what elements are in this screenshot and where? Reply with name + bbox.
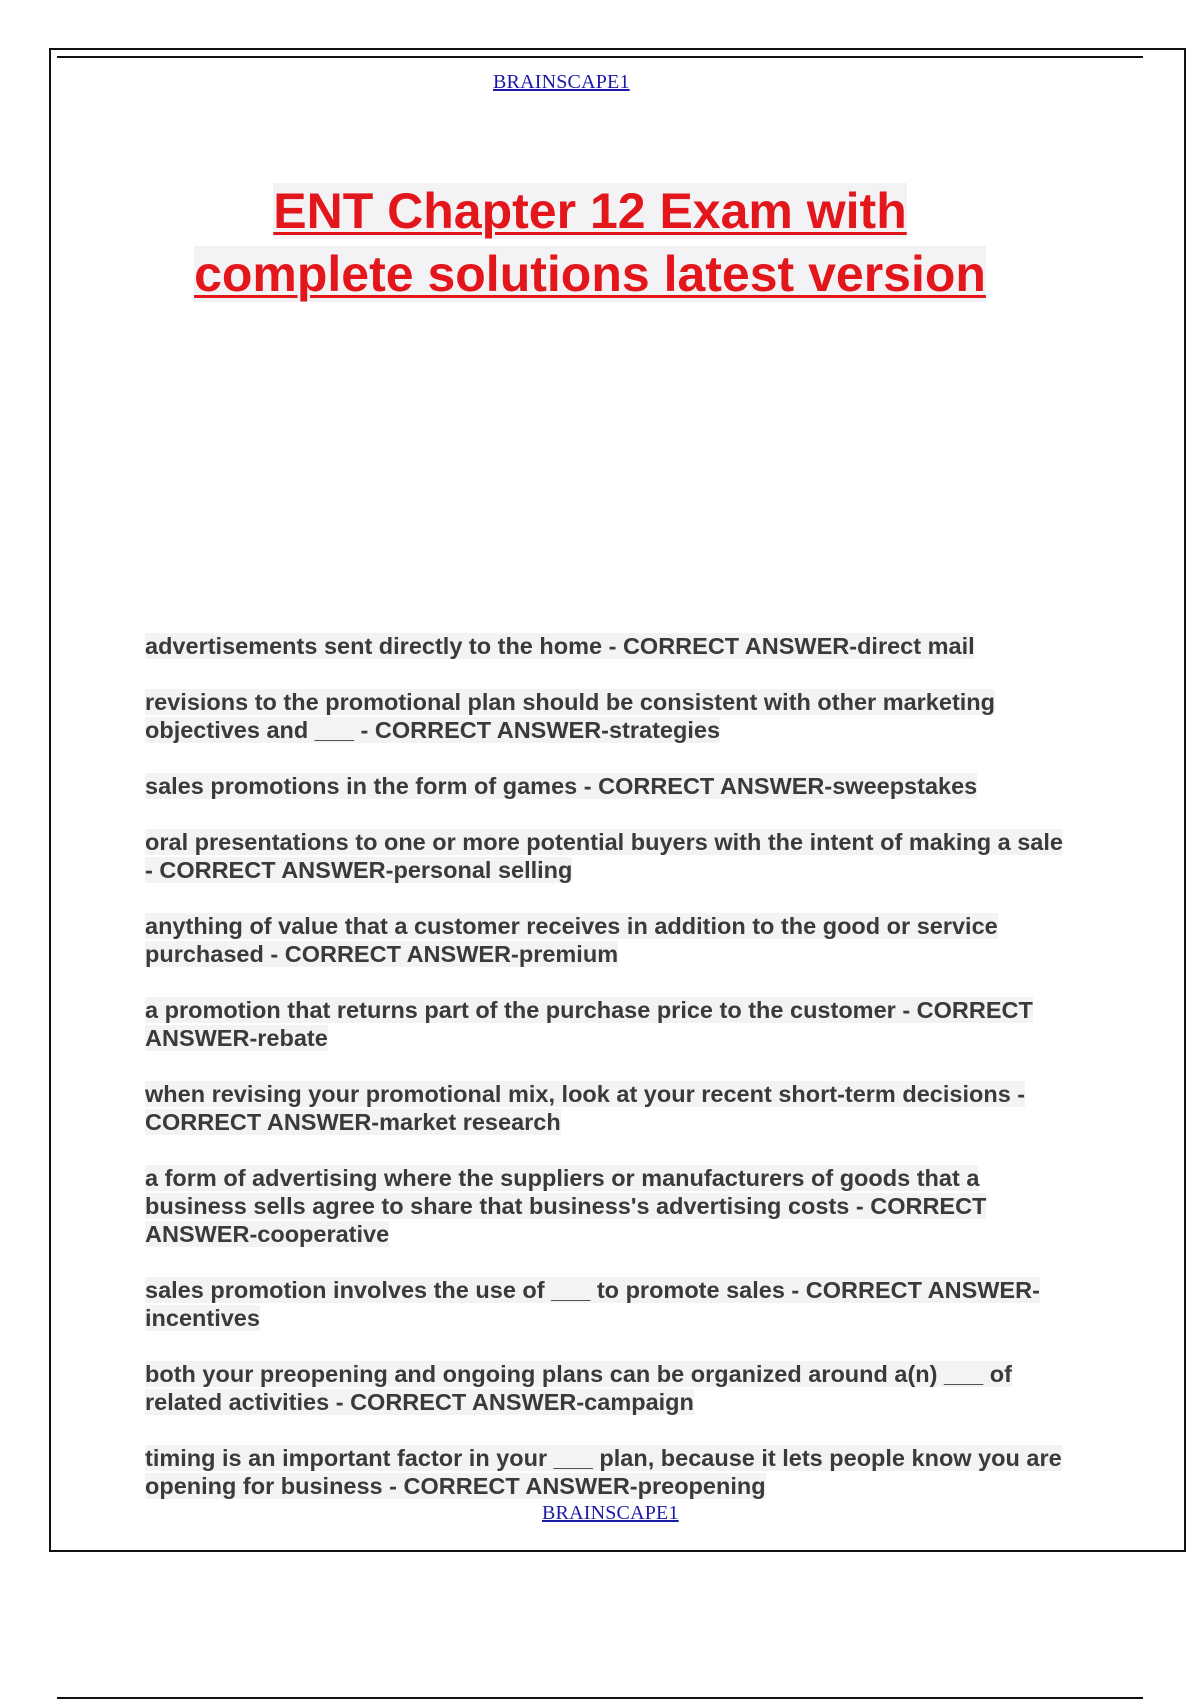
qa-item: timing is an important factor in your ___ plan, because it lets people know you are opening for business - CORRECT ANSWER-preopening	[145, 1445, 1062, 1499]
qa-item: sales promotions in the form of games - CORRECT ANSWER-sweepstakes	[145, 773, 978, 799]
qa-item: sales promotion involves the use of ___ to promote sales - CORRECT ANSWER-incentives	[145, 1277, 1040, 1331]
qa-item: when revising your promotional mix, look at your recent short-term decisions - CORRECT ANSWER-market research	[145, 1081, 1026, 1135]
qa-item: revisions to the promotional plan should be consistent with other marketing objectives and ___ - CORRECT ANSWER-strategies	[145, 689, 996, 743]
qa-item: a promotion that returns part of the purchase price to the customer - CORRECT ANSWER-rebate	[145, 997, 1033, 1051]
qa-item: both your preopening and ongoing plans can be organized around a(n) ___ of related activities - CORRECT ANSWER-campaign	[145, 1361, 1012, 1415]
qa-item: oral presentations to one or more potential buyers with the intent of making a sale - CORRECT ANSWER-personal selling	[145, 829, 1063, 883]
qa-item: anything of value that a customer receives in addition to the good or service purchased - CORRECT ANSWER-premium	[145, 913, 998, 967]
bottom-rule	[57, 1697, 1143, 1699]
title-line-2: complete solutions latest version	[194, 246, 986, 302]
header-brainscape-link[interactable]: BRAINSCAPE1	[493, 71, 630, 93]
top-rule	[57, 56, 1143, 58]
qa-item: advertisements sent directly to the home - CORRECT ANSWER-direct mail	[145, 633, 975, 659]
document-title	[120, 180, 1060, 306]
qa-item: a form of advertising where the suppliers or manufacturers of goods that a business sells agree to share that business's advertising costs - CORRECT ANSWER-cooperative	[145, 1165, 987, 1247]
title-line-1: ENT Chapter 12 Exam with	[273, 183, 907, 239]
qa-list	[145, 632, 1075, 1528]
footer-brainscape-link[interactable]: BRAINSCAPE1	[542, 1502, 679, 1524]
